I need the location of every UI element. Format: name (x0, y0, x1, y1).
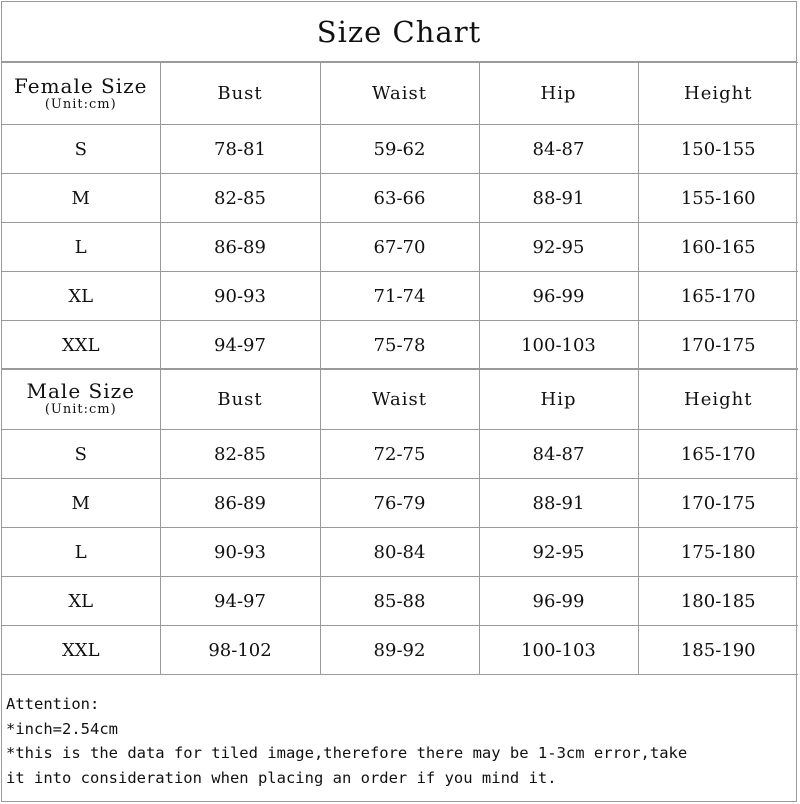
waist-cell: 72-75 (320, 430, 479, 479)
male-waist-header: Waist (320, 369, 479, 430)
size-cell: M (2, 174, 160, 223)
attention-notes (6, 692, 796, 790)
male-unit-label: (Unit:cm) (44, 402, 117, 417)
height-cell: 185-190 (638, 626, 798, 675)
error-note-line-1: *this is the data for tiled image,therefore there may be 1-3cm error,take (6, 744, 688, 762)
waist-cell: 63-66 (320, 174, 479, 223)
table-row (2, 272, 798, 321)
male-height-header: Height (638, 369, 798, 430)
inch-conversion-note: *inch=2.54cm (6, 719, 118, 738)
size-cell: S (2, 430, 160, 479)
height-cell: 165-170 (638, 272, 798, 321)
hip-cell: 100-103 (479, 321, 638, 370)
hip-cell: 88-91 (479, 174, 638, 223)
male-size-header (2, 369, 160, 430)
height-cell: 160-165 (638, 223, 798, 272)
female-size-label: Female Size (13, 73, 148, 98)
height-cell: 175-180 (638, 528, 798, 577)
hip-cell: 100-103 (479, 626, 638, 675)
bust-cell: 86-89 (160, 223, 320, 272)
size-cell: XXL (2, 626, 160, 675)
table-row (2, 528, 798, 577)
waist-cell: 89-92 (320, 626, 479, 675)
male-size-table (2, 368, 798, 675)
size-cell: XL (2, 272, 160, 321)
waist-cell: 85-88 (320, 577, 479, 626)
female-height-header: Height (638, 63, 798, 125)
hip-cell: 84-87 (479, 125, 638, 174)
table-row (2, 174, 798, 223)
size-cell: XXL (2, 321, 160, 370)
male-hip-header: Hip (479, 369, 638, 430)
waist-cell: 75-78 (320, 321, 479, 370)
page-title: Size Chart (2, 2, 796, 62)
bust-cell: 82-85 (160, 174, 320, 223)
female-size-table (2, 62, 798, 370)
bust-cell: 86-89 (160, 479, 320, 528)
bust-cell: 98-102 (160, 626, 320, 675)
waist-cell: 71-74 (320, 272, 479, 321)
hip-cell: 84-87 (479, 430, 638, 479)
height-cell: 170-175 (638, 321, 798, 370)
waist-cell: 80-84 (320, 528, 479, 577)
size-cell: S (2, 125, 160, 174)
size-cell: M (2, 479, 160, 528)
male-header-row (2, 369, 798, 430)
bust-cell: 90-93 (160, 528, 320, 577)
table-row (2, 479, 798, 528)
size-cell: L (2, 223, 160, 272)
size-cell: L (2, 528, 160, 577)
waist-cell: 67-70 (320, 223, 479, 272)
size-chart (1, 1, 797, 802)
hip-cell: 96-99 (479, 577, 638, 626)
female-hip-header: Hip (479, 63, 638, 125)
hip-cell: 92-95 (479, 528, 638, 577)
hip-cell: 88-91 (479, 479, 638, 528)
bust-cell: 78-81 (160, 125, 320, 174)
table-row (2, 223, 798, 272)
height-cell: 170-175 (638, 479, 798, 528)
error-note-line-2: it into consideration when placing an order if you mind it. (6, 768, 557, 787)
waist-cell: 59-62 (320, 125, 479, 174)
female-header-row (2, 63, 798, 125)
size-cell: XL (2, 577, 160, 626)
male-bust-header: Bust (160, 369, 320, 430)
attention-heading: Attention: (6, 695, 100, 713)
bust-cell: 94-97 (160, 321, 320, 370)
female-size-header (2, 63, 160, 125)
height-cell: 155-160 (638, 174, 798, 223)
female-unit-label: (Unit:cm) (44, 96, 117, 112)
waist-cell: 76-79 (320, 479, 479, 528)
bust-cell: 82-85 (160, 430, 320, 479)
table-row (2, 430, 798, 479)
hip-cell: 96-99 (479, 272, 638, 321)
female-bust-header: Bust (160, 63, 320, 125)
table-row (2, 577, 798, 626)
hip-cell: 92-95 (479, 223, 638, 272)
male-size-label: Male Size (26, 379, 135, 403)
bust-cell: 90-93 (160, 272, 320, 321)
height-cell: 150-155 (638, 125, 798, 174)
table-row (2, 626, 798, 675)
table-row (2, 125, 798, 174)
height-cell: 180-185 (638, 577, 798, 626)
bust-cell: 94-97 (160, 577, 320, 626)
height-cell: 165-170 (638, 430, 798, 479)
female-waist-header: Waist (320, 63, 479, 125)
table-row (2, 321, 798, 370)
